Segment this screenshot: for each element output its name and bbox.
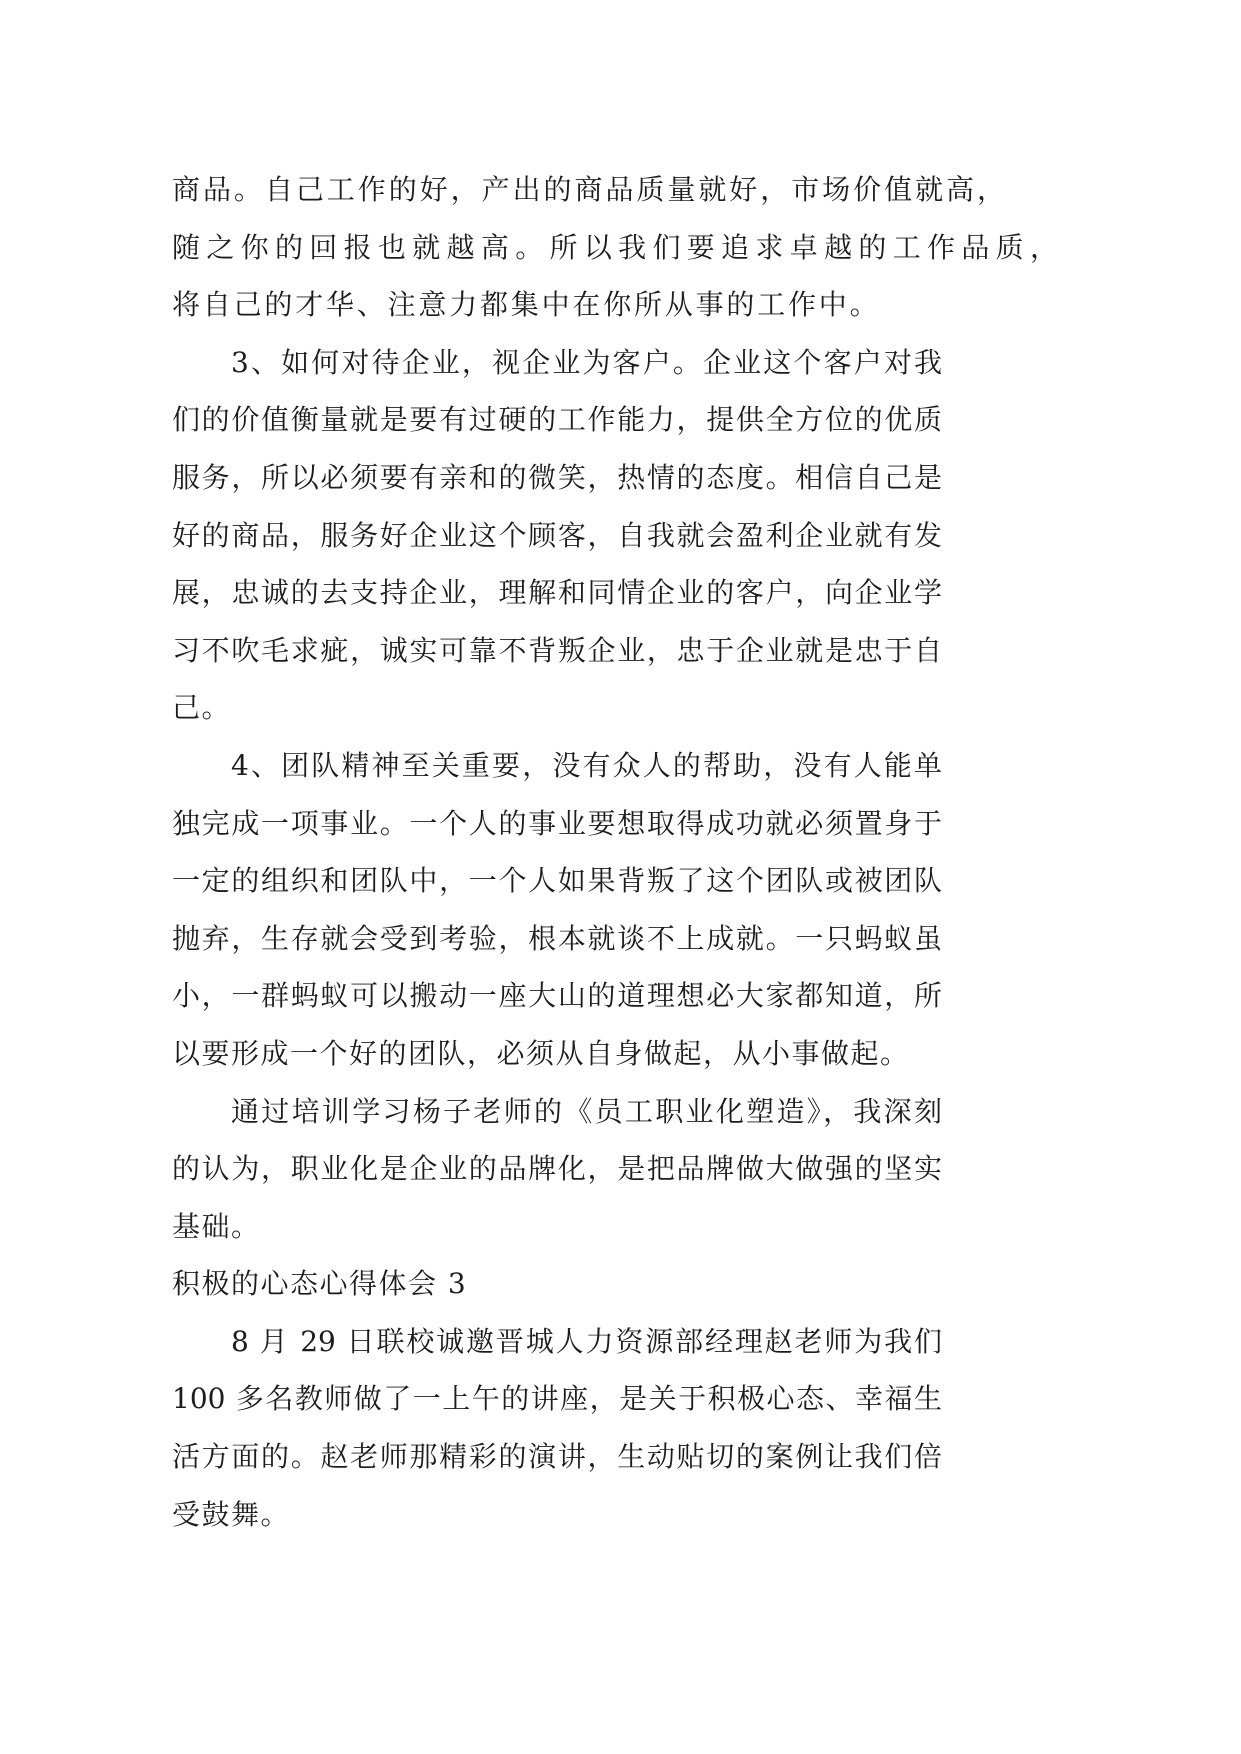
text-line: 展，忠诚的去支持企业，理解和同情企业的客户，向企业学 [172,576,942,610]
text-line: 通过培训学习杨子老师的《员工职业化塑造》，我深刻 [231,1094,942,1128]
text-line: 习不吹毛求疵，诚实可靠不背叛企业，忠于企业就是忠于自 [172,633,942,667]
text-line: 以要形成一个好的团队，必须从自身做起，从小事做起。 [172,1036,910,1070]
paragraph [0,1313,1241,1543]
paragraph [0,1083,1241,1256]
text-line: 将自己的才华、注意力都集中在你所从事的工作中。 [172,288,881,322]
text-line: 3、如何对待企业，视企业为客户。企业这个客户对我 [231,345,942,379]
text-line: 己。 [172,691,232,725]
text-line: 抛弃，生存就会受到考验，根本就谈不上成就。一只蚂蚁虽 [172,921,942,955]
text-line: 4、团队精神至关重要，没有众人的帮助，没有人能单 [231,748,942,782]
paragraph [0,334,1241,737]
section-heading: 积极的心态心得体会 3 [172,1267,468,1301]
text-line: 好的商品，服务好企业这个顾客，自我就会盈利企业就有发 [172,518,942,552]
text-line: 活方面的。赵老师那精彩的演讲，生动贴切的案例让我们倍 [172,1440,942,1474]
text-line: 8 月 29 日联校诚邀晋城人力资源部经理赵老师为我们 [231,1324,942,1358]
paragraph [0,737,1241,1083]
text-line: 商品。自己工作的好，产出的商品质量就好，市场价值就高， [172,173,1005,206]
text-line: 服务，所以必须要有亲和的微笑，热情的态度。相信自己是 [172,460,942,494]
text-line: 的认为，职业化是企业的品牌化，是把品牌做大做强的坚实 [172,1152,942,1186]
text-line: 小，一群蚂蚁可以搬动一座大山的道理想必大家都知道，所 [172,979,942,1013]
text-line: 基础。 [172,1209,261,1243]
text-line: 100 多名教师做了一上午的讲座，是关于积极心态、幸福生 [172,1382,942,1416]
text-line: 们的价值衡量就是要有过硬的工作能力，提供全方位的优质 [172,403,942,437]
text-line: 独完成一项事业。一个人的事业要想取得成功就必须置身于 [172,806,942,840]
text-line: 一定的组织和团队中，一个人如果背叛了这个团队或被团队 [172,864,942,898]
text-line: 受鼓舞。 [172,1497,291,1531]
text-line: 随之你的回报也就越高。所以我们要追求卓越的工作品质， [172,230,1058,264]
paragraph [0,161,1241,334]
